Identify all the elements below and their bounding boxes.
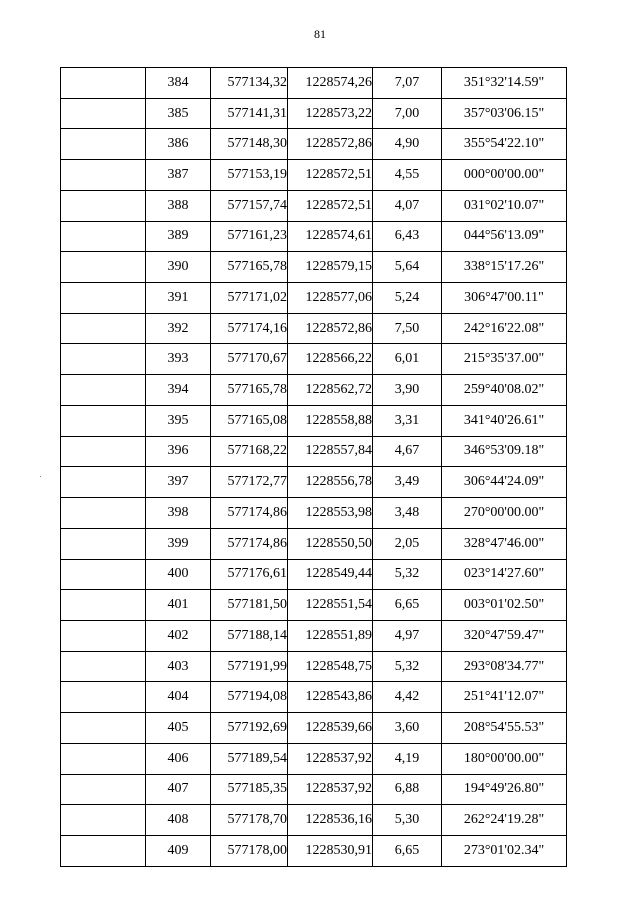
x-coordinate-cell: 577174,86: [211, 498, 288, 529]
point-number-cell: 404: [146, 682, 211, 713]
x-coordinate-cell: 577165,08: [211, 405, 288, 436]
x-coordinate-cell: 577165,78: [211, 375, 288, 406]
table-row: [61, 405, 567, 436]
point-number-cell: 396: [146, 436, 211, 467]
y-coordinate-cell: 1228574,26: [288, 68, 373, 99]
coordinates-table-body: [61, 68, 567, 867]
boundary-part-cell: [61, 651, 146, 682]
y-coordinate-cell: 1228551,54: [288, 590, 373, 621]
point-number-cell: 401: [146, 590, 211, 621]
direction-angle-cell: 000°00'00.00": [442, 160, 567, 191]
point-number-cell: 387: [146, 160, 211, 191]
distance-cell: 4,97: [373, 620, 442, 651]
boundary-part-cell: [61, 68, 146, 99]
boundary-part-cell: [61, 252, 146, 283]
y-coordinate-cell: 1228553,98: [288, 498, 373, 529]
distance-cell: 6,65: [373, 835, 442, 866]
y-coordinate-cell: 1228557,84: [288, 436, 373, 467]
x-coordinate-cell: 577148,30: [211, 129, 288, 160]
x-coordinate-cell: 577191,99: [211, 651, 288, 682]
x-coordinate-cell: 577171,02: [211, 283, 288, 314]
distance-cell: 5,64: [373, 252, 442, 283]
distance-cell: 3,49: [373, 467, 442, 498]
x-coordinate-cell: 577185,35: [211, 774, 288, 805]
point-number-cell: 408: [146, 805, 211, 836]
table-row: [61, 682, 567, 713]
scan-dot: [40, 476, 41, 477]
point-number-cell: 384: [146, 68, 211, 99]
direction-angle-cell: 355°54'22.10": [442, 129, 567, 160]
direction-angle-cell: 259°40'08.02": [442, 375, 567, 406]
distance-cell: 5,30: [373, 805, 442, 836]
table-row: [61, 713, 567, 744]
direction-angle-cell: 320°47'59.47": [442, 620, 567, 651]
point-number-cell: 398: [146, 498, 211, 529]
table-row: [61, 651, 567, 682]
direction-angle-cell: 251°41'12.07": [442, 682, 567, 713]
direction-angle-cell: 351°32'14.59": [442, 68, 567, 99]
direction-angle-cell: 215°35'37.00": [442, 344, 567, 375]
table-row: [61, 467, 567, 498]
point-number-cell: 397: [146, 467, 211, 498]
coordinates-table: [60, 67, 567, 867]
y-coordinate-cell: 1228574,61: [288, 221, 373, 252]
boundary-part-cell: [61, 160, 146, 191]
table-row: [61, 129, 567, 160]
point-number-cell: 388: [146, 190, 211, 221]
point-number-cell: 403: [146, 651, 211, 682]
table-row: [61, 252, 567, 283]
y-coordinate-cell: 1228572,51: [288, 190, 373, 221]
boundary-part-cell: [61, 835, 146, 866]
distance-cell: 7,07: [373, 68, 442, 99]
distance-cell: 6,65: [373, 590, 442, 621]
y-coordinate-cell: 1228556,78: [288, 467, 373, 498]
point-number-cell: 393: [146, 344, 211, 375]
direction-angle-cell: 273°01'02.34": [442, 835, 567, 866]
x-coordinate-cell: 577176,61: [211, 559, 288, 590]
boundary-part-cell: [61, 713, 146, 744]
distance-cell: 3,48: [373, 498, 442, 529]
y-coordinate-cell: 1228539,66: [288, 713, 373, 744]
boundary-part-cell: [61, 743, 146, 774]
table-row: [61, 559, 567, 590]
boundary-part-cell: [61, 313, 146, 344]
direction-angle-cell: 194°49'26.80": [442, 774, 567, 805]
distance-cell: 4,90: [373, 129, 442, 160]
table-row: [61, 190, 567, 221]
table-row: [61, 98, 567, 129]
point-number-cell: 389: [146, 221, 211, 252]
x-coordinate-cell: 577188,14: [211, 620, 288, 651]
distance-cell: 5,24: [373, 283, 442, 314]
point-number-cell: 399: [146, 528, 211, 559]
direction-angle-cell: 031°02'10.07": [442, 190, 567, 221]
x-coordinate-cell: 577170,67: [211, 344, 288, 375]
direction-angle-cell: 023°14'27.60": [442, 559, 567, 590]
distance-cell: 4,07: [373, 190, 442, 221]
x-coordinate-cell: 577174,86: [211, 528, 288, 559]
y-coordinate-cell: 1228577,06: [288, 283, 373, 314]
table-row: [61, 313, 567, 344]
table-row: [61, 620, 567, 651]
boundary-part-cell: [61, 559, 146, 590]
table-row: [61, 835, 567, 866]
x-coordinate-cell: 577178,70: [211, 805, 288, 836]
x-coordinate-cell: 577161,23: [211, 221, 288, 252]
y-coordinate-cell: 1228579,15: [288, 252, 373, 283]
x-coordinate-cell: 577172,77: [211, 467, 288, 498]
boundary-part-cell: [61, 98, 146, 129]
point-number-cell: 406: [146, 743, 211, 774]
y-coordinate-cell: 1228550,50: [288, 528, 373, 559]
y-coordinate-cell: 1228548,75: [288, 651, 373, 682]
distance-cell: 6,43: [373, 221, 442, 252]
boundary-part-cell: [61, 375, 146, 406]
boundary-part-cell: [61, 498, 146, 529]
table-row: [61, 344, 567, 375]
distance-cell: 5,32: [373, 651, 442, 682]
y-coordinate-cell: 1228572,86: [288, 129, 373, 160]
point-number-cell: 391: [146, 283, 211, 314]
boundary-part-cell: [61, 467, 146, 498]
y-coordinate-cell: 1228537,92: [288, 743, 373, 774]
direction-angle-cell: 341°40'26.61": [442, 405, 567, 436]
point-number-cell: 407: [146, 774, 211, 805]
boundary-part-cell: [61, 190, 146, 221]
point-number-cell: 402: [146, 620, 211, 651]
x-coordinate-cell: 577194,08: [211, 682, 288, 713]
x-coordinate-cell: 577189,54: [211, 743, 288, 774]
table-row: [61, 221, 567, 252]
boundary-part-cell: [61, 405, 146, 436]
distance-cell: 6,01: [373, 344, 442, 375]
boundary-part-cell: [61, 283, 146, 314]
page-number: 81: [314, 27, 326, 41]
boundary-part-cell: [61, 344, 146, 375]
x-coordinate-cell: 577168,22: [211, 436, 288, 467]
boundary-part-cell: [61, 436, 146, 467]
direction-angle-cell: 328°47'46.00": [442, 528, 567, 559]
boundary-part-cell: [61, 620, 146, 651]
x-coordinate-cell: 577181,50: [211, 590, 288, 621]
direction-angle-cell: 346°53'09.18": [442, 436, 567, 467]
boundary-part-cell: [61, 774, 146, 805]
direction-angle-cell: 044°56'13.09": [442, 221, 567, 252]
x-coordinate-cell: 577134,32: [211, 68, 288, 99]
distance-cell: 4,42: [373, 682, 442, 713]
x-coordinate-cell: 577174,16: [211, 313, 288, 344]
table-row: [61, 283, 567, 314]
y-coordinate-cell: 1228572,86: [288, 313, 373, 344]
table-row: [61, 528, 567, 559]
boundary-part-cell: [61, 805, 146, 836]
distance-cell: 4,67: [373, 436, 442, 467]
distance-cell: 6,88: [373, 774, 442, 805]
table-row: [61, 774, 567, 805]
point-number-cell: 394: [146, 375, 211, 406]
direction-angle-cell: 357°03'06.15": [442, 98, 567, 129]
x-coordinate-cell: 577153,19: [211, 160, 288, 191]
y-coordinate-cell: 1228562,72: [288, 375, 373, 406]
direction-angle-cell: 306°47'00.11": [442, 283, 567, 314]
point-number-cell: 386: [146, 129, 211, 160]
table-row: [61, 375, 567, 406]
point-number-cell: 385: [146, 98, 211, 129]
boundary-part-cell: [61, 129, 146, 160]
x-coordinate-cell: 577192,69: [211, 713, 288, 744]
table-row: [61, 160, 567, 191]
direction-angle-cell: 003°01'02.50": [442, 590, 567, 621]
point-number-cell: 395: [146, 405, 211, 436]
point-number-cell: 400: [146, 559, 211, 590]
x-coordinate-cell: 577141,31: [211, 98, 288, 129]
table-row: [61, 805, 567, 836]
direction-angle-cell: 270°00'00.00": [442, 498, 567, 529]
point-number-cell: 405: [146, 713, 211, 744]
table-row: [61, 590, 567, 621]
distance-cell: 4,55: [373, 160, 442, 191]
distance-cell: 5,32: [373, 559, 442, 590]
distance-cell: 3,90: [373, 375, 442, 406]
direction-angle-cell: 338°15'17.26": [442, 252, 567, 283]
boundary-part-cell: [61, 590, 146, 621]
y-coordinate-cell: 1228573,22: [288, 98, 373, 129]
boundary-part-cell: [61, 528, 146, 559]
distance-cell: 7,50: [373, 313, 442, 344]
distance-cell: 3,60: [373, 713, 442, 744]
direction-angle-cell: 306°44'24.09": [442, 467, 567, 498]
direction-angle-cell: 208°54'55.53": [442, 713, 567, 744]
y-coordinate-cell: 1228536,16: [288, 805, 373, 836]
y-coordinate-cell: 1228530,91: [288, 835, 373, 866]
x-coordinate-cell: 577165,78: [211, 252, 288, 283]
y-coordinate-cell: 1228537,92: [288, 774, 373, 805]
distance-cell: 3,31: [373, 405, 442, 436]
table-row: [61, 436, 567, 467]
y-coordinate-cell: 1228551,89: [288, 620, 373, 651]
y-coordinate-cell: 1228558,88: [288, 405, 373, 436]
direction-angle-cell: 262°24'19.28": [442, 805, 567, 836]
point-number-cell: 392: [146, 313, 211, 344]
distance-cell: 4,19: [373, 743, 442, 774]
table-row: [61, 498, 567, 529]
y-coordinate-cell: 1228572,51: [288, 160, 373, 191]
y-coordinate-cell: 1228549,44: [288, 559, 373, 590]
point-number-cell: 390: [146, 252, 211, 283]
direction-angle-cell: 242°16'22.08": [442, 313, 567, 344]
boundary-part-cell: [61, 682, 146, 713]
x-coordinate-cell: 577178,00: [211, 835, 288, 866]
boundary-part-cell: [61, 221, 146, 252]
table-row: [61, 68, 567, 99]
distance-cell: 2,05: [373, 528, 442, 559]
point-number-cell: 409: [146, 835, 211, 866]
table-row: [61, 743, 567, 774]
y-coordinate-cell: 1228543,86: [288, 682, 373, 713]
distance-cell: 7,00: [373, 98, 442, 129]
direction-angle-cell: 293°08'34.77": [442, 651, 567, 682]
x-coordinate-cell: 577157,74: [211, 190, 288, 221]
y-coordinate-cell: 1228566,22: [288, 344, 373, 375]
direction-angle-cell: 180°00'00.00": [442, 743, 567, 774]
